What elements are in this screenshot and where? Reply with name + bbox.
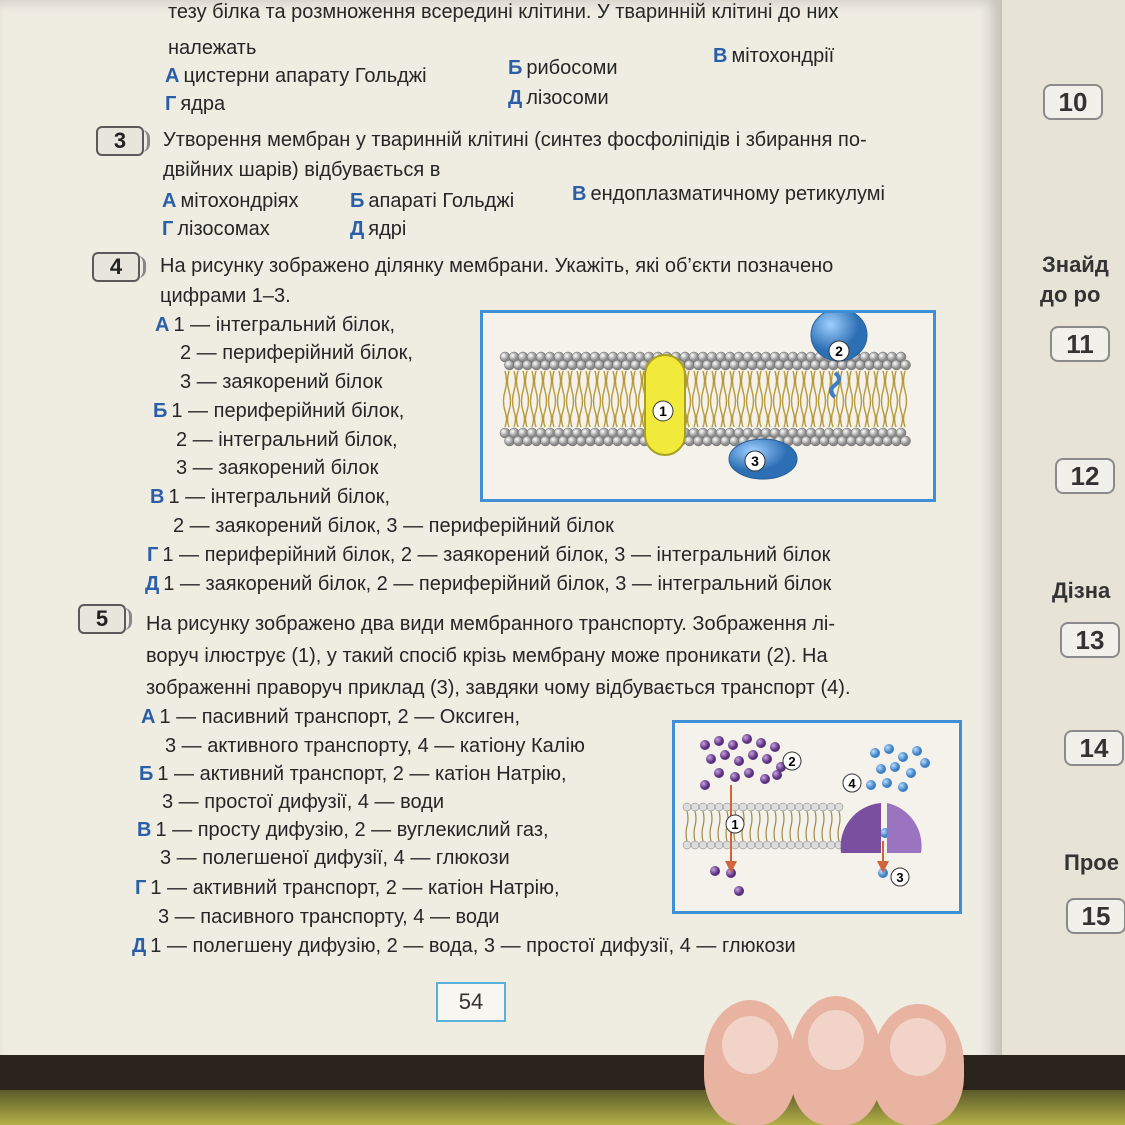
q3-option-d: Д ядрі [350, 218, 407, 240]
lipid-tail [742, 371, 745, 427]
lipid-tail [751, 371, 754, 427]
membrane-head [699, 841, 707, 849]
molecule [762, 754, 772, 764]
figure-label: 3 [896, 870, 904, 885]
q4-option-line: В 1 — інтегральний білок, [150, 486, 391, 508]
membrane-head [763, 841, 771, 849]
lipid-tail [787, 371, 790, 427]
figure-label: 2 [788, 754, 796, 769]
membrane-tail [710, 811, 712, 841]
membrane-head [731, 803, 739, 811]
lipid-tail [562, 371, 565, 427]
lipid-tail [760, 371, 763, 427]
molecule [744, 768, 754, 778]
membrane-tail [806, 811, 808, 841]
q5-option-line: 3 — активного транспорту, 4 — катіону Калію [165, 735, 585, 757]
lipid-tail [634, 371, 637, 427]
transport-figure [672, 720, 962, 914]
membrane-tail [774, 811, 776, 841]
lipid-tail [823, 371, 826, 427]
lipid-tail [814, 371, 817, 427]
q4-option-line: 3 — заякорений білок [180, 371, 383, 393]
membrane-head [683, 803, 691, 811]
membrane-head [739, 841, 747, 849]
molecule [748, 750, 758, 760]
q3-option-a: А мітохондріях [162, 190, 299, 212]
q5-option-line: А 1 — пасивний транспорт, 2 — Оксиген, [141, 706, 521, 728]
lipid-tail [774, 371, 777, 427]
figure-label: 3 [751, 453, 759, 469]
membrane-head [731, 841, 739, 849]
membrane-head [811, 841, 819, 849]
membrane-head [723, 803, 731, 811]
membrane-head [715, 803, 723, 811]
membrane-head [683, 841, 691, 849]
membrane-tail [766, 811, 768, 841]
lipid-tail [544, 371, 547, 427]
molecule [866, 780, 876, 790]
q3-option-b: Б апараті Гольджі [350, 190, 515, 212]
right-page-text: Прое [1064, 850, 1119, 875]
lipid-tail [526, 371, 529, 427]
molecule [720, 750, 730, 760]
figure-label: 1 [659, 403, 667, 419]
lipid-tail [531, 371, 534, 427]
molecule [770, 742, 780, 752]
membrane-tail [782, 811, 784, 841]
membrane-head [691, 841, 699, 849]
membrane-tails [686, 811, 840, 841]
lipid-tail [850, 371, 853, 427]
membrane-head [755, 841, 763, 849]
membrane-head [707, 841, 715, 849]
membrane-tail [750, 811, 752, 841]
lipid-tail [567, 371, 570, 427]
molecule [728, 740, 738, 750]
lipid-tail [540, 371, 543, 427]
lipid-tail [886, 371, 889, 427]
membrane-tail [838, 811, 840, 841]
q5-stem-line1: На рисунку зображено два види мембранного транспорту. Зображення лі- [146, 613, 836, 635]
lipid-tail [747, 371, 750, 427]
molecule [700, 740, 710, 750]
membrane-diagram [483, 313, 933, 499]
q5-option-line: В 1 — просту дифузію, 2 — вуглекислий газ, [137, 819, 549, 841]
molecule [760, 774, 770, 784]
lipid-tail [603, 371, 606, 427]
lipid-tail [616, 371, 619, 427]
lipid-tail [877, 371, 880, 427]
lipid-tail [792, 371, 795, 427]
lipid-tail [805, 371, 808, 427]
lipid-tail [904, 371, 907, 427]
right-question-badge: 12 [1055, 458, 1115, 494]
lipid-tail [855, 371, 858, 427]
right-question-badge: 10 [1043, 84, 1103, 120]
membrane-head [771, 803, 779, 811]
molecule [884, 744, 894, 754]
membrane-head [803, 803, 811, 811]
right-page-text: до ро [1040, 282, 1101, 307]
molecule [730, 772, 740, 782]
lipid-tail [819, 371, 822, 427]
phospholipid-head [901, 360, 911, 370]
lipid-tail [504, 371, 507, 427]
channel-protein-left [841, 803, 881, 853]
q2-option-v: В мітохондрії [713, 45, 835, 67]
q3-option-v: В ендоплазматичному ретикулумі [572, 183, 885, 205]
lipid-tail [832, 371, 835, 427]
q4-number-badge: 4 [92, 252, 140, 282]
lipid-tail [589, 371, 592, 427]
membrane-head [739, 803, 747, 811]
membrane-head [787, 841, 795, 849]
lipid-tail [900, 371, 903, 427]
lipid-tail [738, 371, 741, 427]
q4-option-line: 2 — інтегральний білок, [176, 429, 398, 451]
right-question-badge: 13 [1060, 622, 1120, 658]
figure-label: 2 [835, 343, 843, 359]
right-page-text: Знайд [1042, 252, 1109, 277]
lipid-tail [639, 371, 642, 427]
lipid-tail [796, 371, 799, 427]
lipid-tail [612, 371, 615, 427]
lipid-tail [522, 371, 525, 427]
lipid-tail [630, 371, 633, 427]
q2-stem-line2: належать [168, 37, 257, 59]
membrane-head [707, 803, 715, 811]
membrane-head [747, 841, 755, 849]
membrane-head [819, 841, 827, 849]
membrane-head [787, 803, 795, 811]
q5-stem-line2: воруч ілюструє (1), у такий спосіб крізь мембрану може проникати (2). На [146, 645, 828, 667]
membrane-head [811, 803, 819, 811]
molecule [898, 752, 908, 762]
right-question-badge: 15 [1066, 898, 1125, 934]
lipid-tail [598, 371, 601, 427]
molecule [714, 768, 724, 778]
membrane-tail [822, 811, 824, 841]
molecule [706, 754, 716, 764]
membrane-tail [798, 811, 800, 841]
molecule [912, 746, 922, 756]
lipid-tail [517, 371, 520, 427]
right-page-text: Дізна [1052, 578, 1111, 603]
lipid-tail [756, 371, 759, 427]
q5-option-line: Б 1 — активний транспорт, 2 — катіон Натрію, [139, 763, 567, 785]
lipid-tail [895, 371, 898, 427]
q5-option-line: Г 1 — активний транспорт, 2 — катіон Натрію, [135, 877, 560, 899]
membrane-head [747, 803, 755, 811]
lipid-tail [810, 371, 813, 427]
lipid-tail [535, 371, 538, 427]
q4-option-line: Г 1 — периферійний білок, 2 — заякорений білок, 3 — інтегральний білок [147, 544, 831, 566]
lipid-tail [882, 371, 885, 427]
lipid-tail [765, 371, 768, 427]
membrane-head [779, 841, 787, 849]
membrane-head [771, 841, 779, 849]
phospholipid-head [901, 436, 911, 446]
q3-number-badge: 3 [96, 126, 144, 156]
lipid-tail [873, 371, 876, 427]
q3-option-g: Г лізосомах [162, 218, 270, 240]
molecule [898, 782, 908, 792]
lipid-tail [576, 371, 579, 427]
q5-stem-line3: зображенні праворуч приклад (3), завдяки чому відбувається транспорт (4). [146, 677, 851, 699]
q4-stem-line1: На рисунку зображено ділянку мембрани. Укажіть, які об’єкти позначено [160, 255, 834, 277]
lipid-tail [607, 371, 610, 427]
finger [704, 1000, 796, 1125]
lipid-tail [697, 371, 700, 427]
q4-option-line: Б 1 — периферійний білок, [153, 400, 405, 422]
lipid-tail [549, 371, 552, 427]
lipid-tail [778, 371, 781, 427]
membrane-head [755, 803, 763, 811]
lipid-tail [625, 371, 628, 427]
lipid-tail [769, 371, 772, 427]
molecule [890, 762, 900, 772]
membrane-tail [686, 811, 688, 841]
membrane-head [699, 803, 707, 811]
membrane-tail [694, 811, 696, 841]
lipid-tail [621, 371, 624, 427]
q5-number-badge: 5 [78, 604, 126, 634]
lipid-tail [513, 371, 516, 427]
membrane-head [795, 803, 803, 811]
q5-option-line: Д 1 — полегшену дифузію, 2 — вода, 3 — простої дифузії, 4 — глюкози [132, 935, 796, 957]
membrane-head [715, 841, 723, 849]
lipid-tail [553, 371, 556, 427]
figure-label: 1 [731, 817, 739, 832]
lipid-tail [783, 371, 786, 427]
membrane-head [827, 841, 835, 849]
membrane-tail [790, 811, 792, 841]
molecule [772, 770, 782, 780]
lipid-tail [715, 371, 718, 427]
lipid-tail [580, 371, 583, 427]
molecule [700, 780, 710, 790]
lipid-tail [828, 371, 831, 427]
molecule [734, 756, 744, 766]
membrane-head [779, 803, 787, 811]
q5-option-line: 3 — пасивного транспорту, 4 — води [158, 906, 500, 928]
q5-option-line: 3 — полегшеної дифузії, 4 — глюкози [160, 847, 510, 869]
membrane-tail [830, 811, 832, 841]
lipid-tail [733, 371, 736, 427]
lipid-tail [693, 371, 696, 427]
lipid-tail [508, 371, 511, 427]
q4-option-line: Д 1 — заякорений білок, 2 — периферійний білок, 3 — інтегральний білок [145, 573, 832, 595]
phospholipid-tails [504, 371, 907, 427]
molecule [756, 738, 766, 748]
page-number: 54 [436, 982, 506, 1022]
membrane-heads [683, 803, 843, 849]
q4-stem-line2: цифрами 1–3. [160, 285, 291, 307]
molecule [710, 866, 720, 876]
diffusing-molecules [700, 734, 786, 896]
membrane-head [795, 841, 803, 849]
lipid-tail [891, 371, 894, 427]
molecule [920, 758, 930, 768]
membrane-head [819, 803, 827, 811]
q5-option-line: 3 — простої дифузії, 4 — води [162, 791, 445, 813]
membrane-head [827, 803, 835, 811]
lipid-tail [706, 371, 709, 427]
q4-option-line: 3 — заякорений білок [176, 457, 379, 479]
q2-stem-line1: тезу білка та розмноження всередині клітини. У тваринній клітині до них [168, 1, 839, 23]
lipid-tail [702, 371, 705, 427]
lipid-tail [558, 371, 561, 427]
lipid-tail [859, 371, 862, 427]
membrane-tail [814, 811, 816, 841]
membrane-head [803, 841, 811, 849]
right-question-badge: 14 [1064, 730, 1124, 766]
q4-option-line: А 1 — інтегральний білок, [155, 314, 396, 336]
transport-diagram [675, 723, 959, 911]
lipid-tail [729, 371, 732, 427]
lipid-tail [720, 371, 723, 427]
molecule [870, 748, 880, 758]
lipid-tail [594, 371, 597, 427]
channel-protein-right [887, 803, 922, 853]
phospholipid-heads-bottom [500, 428, 911, 446]
q3-stem-line1: Утворення мембран у тваринній клітині (синтез фосфоліпідів і збирання по- [163, 129, 867, 151]
molecule [882, 778, 892, 788]
membrane-figure [480, 310, 936, 502]
lipid-tail [864, 371, 867, 427]
figure-label: 4 [848, 776, 856, 791]
molecule [742, 734, 752, 744]
q2-option-b: Б рибосоми [508, 57, 618, 79]
q2-option-g: Г ядра [165, 93, 226, 115]
q2-option-a: А цистерни апарату Гольджі [165, 65, 427, 87]
membrane-head [691, 803, 699, 811]
lipid-tail [724, 371, 727, 427]
membrane-head [835, 803, 843, 811]
right-question-badge: 11 [1050, 326, 1110, 362]
membrane-tail [702, 811, 704, 841]
membrane-head [723, 841, 731, 849]
lipid-tail [846, 371, 849, 427]
finger [790, 996, 882, 1125]
lipid-tail [868, 371, 871, 427]
membrane-tail [758, 811, 760, 841]
q3-stem-line2: двійних шарів) відбувається в [163, 159, 441, 181]
lipid-tail [571, 371, 574, 427]
q4-option-line: 2 — периферійний білок, [180, 342, 413, 364]
membrane-tail [718, 811, 720, 841]
molecule [734, 886, 744, 896]
membrane-head [763, 803, 771, 811]
molecule [876, 764, 886, 774]
molecule [906, 768, 916, 778]
q4-option-line: 2 — заякорений білок, 3 — периферійний білок [173, 515, 614, 537]
lipid-tail [688, 371, 691, 427]
molecule [714, 736, 724, 746]
lipid-tail [711, 371, 714, 427]
lipid-tail [585, 371, 588, 427]
q2-option-d: Д лізосоми [508, 87, 609, 109]
lipid-tail [801, 371, 804, 427]
finger [872, 1004, 964, 1125]
